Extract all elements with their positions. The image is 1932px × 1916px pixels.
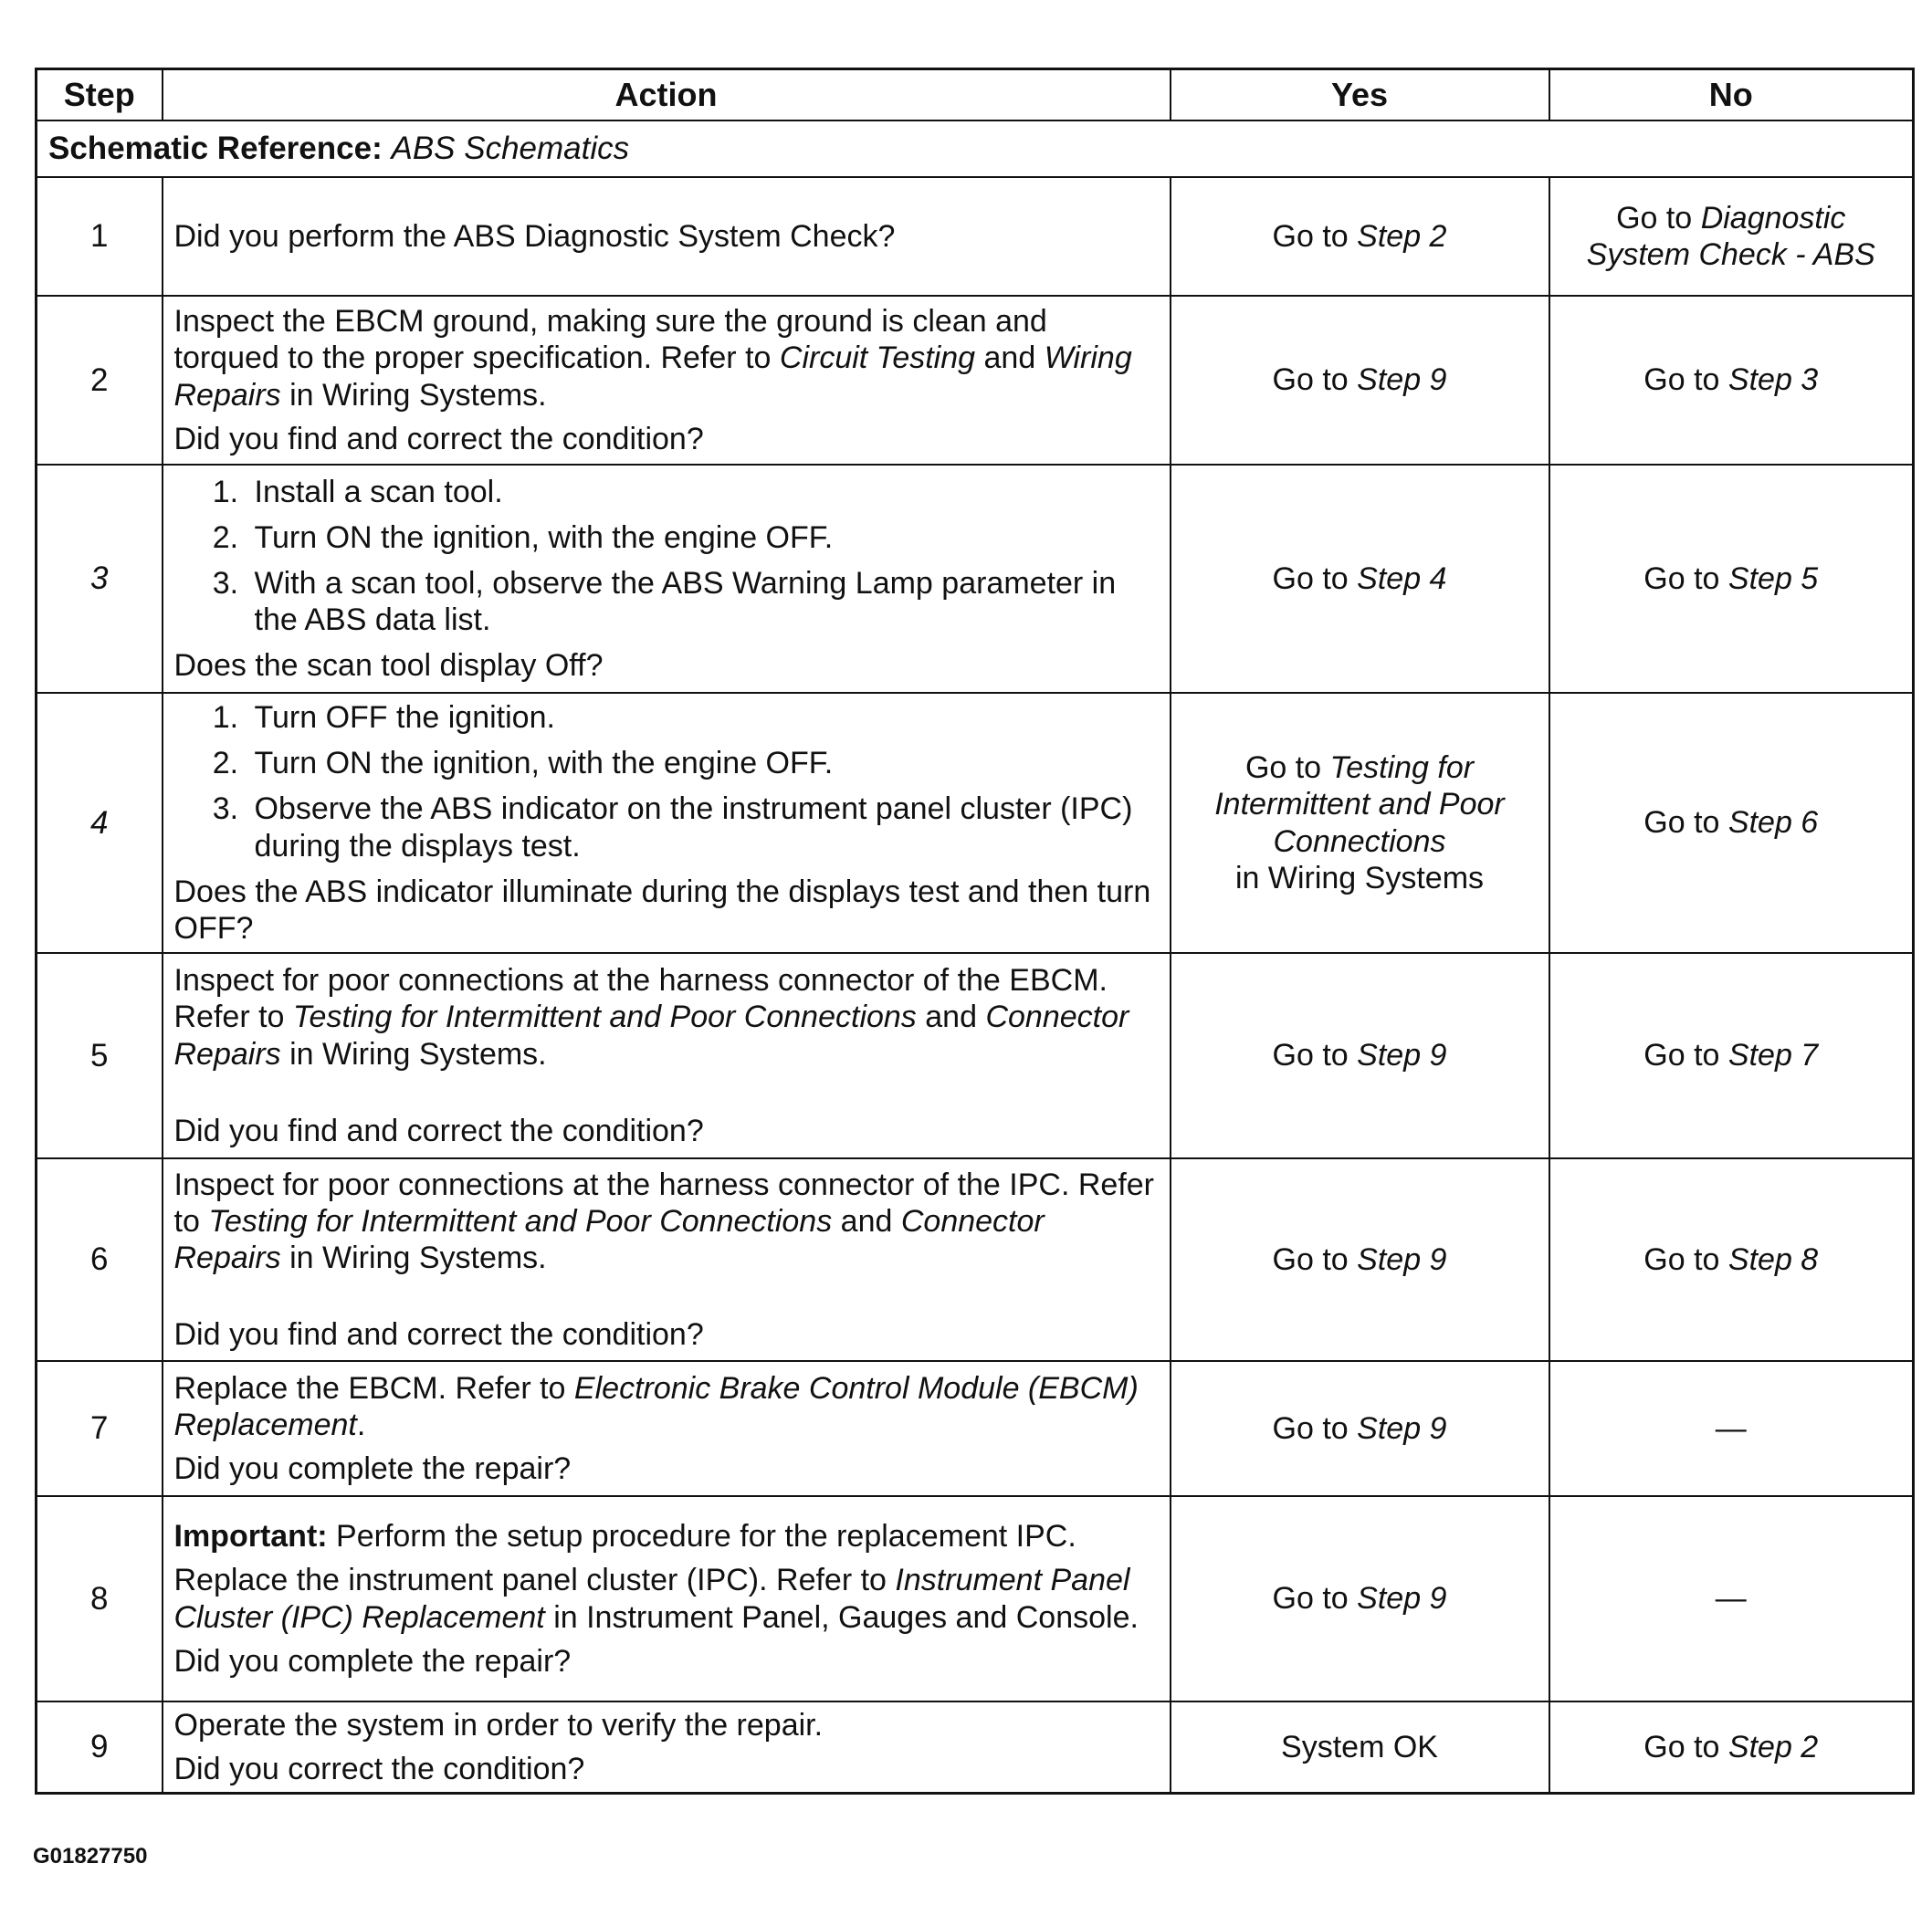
action-cell — [163, 1361, 1171, 1496]
no-link[interactable]: Diagnostic System Check - ABS — [1586, 200, 1875, 272]
no-cell — [1549, 1496, 1914, 1701]
no-link[interactable]: Step 8 — [1727, 1241, 1819, 1277]
table-row — [37, 465, 1914, 693]
step-number: 3 — [37, 465, 163, 693]
yes-text: System OK — [1281, 1729, 1438, 1764]
action-question: Did you find and correct the condition? — [173, 421, 704, 456]
action-cell — [163, 465, 1171, 693]
no-prefix: Go to — [1643, 805, 1720, 841]
important-label: Important: — [173, 1519, 328, 1555]
no-link[interactable]: Step 2 — [1727, 1729, 1819, 1764]
schematic-reference — [37, 120, 1914, 177]
no-link[interactable]: Step 3 — [1727, 362, 1819, 398]
yes-cell — [1171, 1361, 1549, 1496]
yes-link[interactable]: Testing for Intermittent and Poor Connections — [1214, 750, 1505, 859]
step-number: 7 — [37, 1361, 163, 1496]
schematic-reference-label: Schematic Reference: — [48, 131, 383, 167]
action-question: Did you find and correct the condition? — [173, 1113, 704, 1148]
yes-prefix: Go to — [1272, 1581, 1349, 1617]
no-prefix: Go to — [1616, 200, 1693, 236]
list-item: 2. Turn ON the ignition, with the engine OFF. — [247, 519, 1159, 556]
step-number: 4 — [37, 693, 163, 953]
step-number: 2 — [37, 296, 163, 465]
no-dash: — — [1715, 1410, 1747, 1446]
important-note — [174, 1518, 1159, 1555]
no-prefix: Go to — [1643, 362, 1720, 398]
no-prefix: Go to — [1643, 1038, 1720, 1073]
list-item: 3. With a scan tool, observe the ABS Warning Lamp parameter in the ABS data list. — [247, 565, 1159, 638]
table-row — [37, 953, 1914, 1158]
no-cell — [1549, 693, 1914, 953]
action-cell — [163, 296, 1171, 465]
yes-link[interactable]: Step 9 — [1357, 1581, 1447, 1617]
no-cell — [1549, 177, 1914, 296]
action-cell — [163, 1496, 1171, 1701]
list-item: 1. Turn OFF the ignition. — [247, 699, 1159, 736]
step-number: 9 — [37, 1701, 163, 1793]
yes-suffix: in Wiring Systems — [1234, 860, 1485, 895]
action-question: Did you perform the ABS Diagnostic System Check? — [173, 218, 896, 254]
header-row — [37, 69, 1914, 121]
yes-prefix: Go to — [1272, 362, 1349, 398]
step-number: 1 — [37, 177, 163, 296]
action-question: Did you find and correct the condition? — [173, 1317, 704, 1353]
reference-link[interactable]: Instrument Panel Cluster (IPC) Replacement — [173, 1563, 1130, 1635]
diagnostic-table — [35, 68, 1915, 1795]
header-step: Step — [37, 69, 163, 121]
yes-prefix: Go to — [1272, 1038, 1349, 1073]
step-number: 5 — [37, 953, 163, 1158]
reference-link[interactable]: Electronic Brake Control Module (EBCM) Replacement — [173, 1370, 1139, 1442]
no-link[interactable]: Step 7 — [1727, 1038, 1819, 1073]
action-text-part: in Wiring Systems. — [289, 377, 547, 413]
action-text-part: and — [840, 1203, 893, 1239]
header-action: Action — [163, 69, 1171, 121]
action-text — [174, 962, 1159, 1072]
list-item: 1. Install a scan tool. — [247, 474, 1159, 510]
action-list — [174, 474, 1159, 638]
action-question: Did you complete the repair? — [173, 1451, 572, 1487]
yes-link[interactable]: Step 9 — [1357, 1038, 1447, 1073]
header-no: No — [1549, 69, 1914, 121]
table-row — [37, 1496, 1914, 1701]
action-text-part: . — [356, 1407, 366, 1442]
spacer — [174, 1073, 1159, 1113]
yes-prefix: Go to — [1272, 1241, 1349, 1277]
yes-prefix: Go to — [1272, 1410, 1349, 1446]
action-text-part: and — [983, 340, 1036, 376]
action-question: Did you complete the repair? — [173, 1643, 572, 1679]
yes-cell — [1171, 953, 1549, 1158]
no-dash: — — [1715, 1581, 1747, 1617]
yes-cell — [1171, 465, 1549, 693]
no-prefix: Go to — [1643, 1729, 1720, 1764]
action-text-part: Inspect for poor connections at the harness connector of the IPC. Refer to — [173, 1167, 1154, 1239]
step-number: 6 — [37, 1158, 163, 1361]
no-link[interactable]: Step 6 — [1727, 805, 1819, 841]
action-text — [174, 1167, 1159, 1276]
yes-link[interactable]: Step 9 — [1357, 1410, 1447, 1446]
yes-cell — [1171, 693, 1549, 953]
table-row — [37, 1158, 1914, 1361]
yes-link[interactable]: Step 9 — [1357, 1241, 1447, 1277]
no-cell — [1549, 1701, 1914, 1793]
yes-prefix: Go to — [1272, 560, 1349, 596]
reference-link[interactable]: Testing for Intermittent and Poor Connections — [208, 1203, 833, 1239]
yes-cell — [1171, 1701, 1549, 1793]
table-row — [37, 1361, 1914, 1496]
header-yes: Yes — [1171, 69, 1549, 121]
no-prefix: Go to — [1643, 560, 1720, 596]
yes-link[interactable]: Step 4 — [1357, 560, 1447, 596]
action-question: Does the ABS indicator illuminate during the displays test and then turn OFF? — [173, 874, 1151, 946]
yes-cell — [1171, 296, 1549, 465]
yes-link[interactable]: Step 2 — [1357, 218, 1447, 254]
yes-cell — [1171, 1496, 1549, 1701]
schematic-reference-link[interactable]: ABS Schematics — [391, 131, 630, 167]
action-text-part: in Wiring Systems. — [289, 1036, 547, 1072]
yes-prefix: Go to — [1272, 218, 1349, 254]
action-cell — [163, 1701, 1171, 1793]
action-text-part: and — [925, 1000, 977, 1035]
action-text-part: Inspect for poor connections at the harness connector of the EBCM. Refer to — [173, 963, 1108, 1035]
important-text: Perform the setup procedure for the replacement IPC. — [336, 1519, 1076, 1555]
action-text-part: Replace the instrument panel cluster (IPC). Refer to — [173, 1563, 887, 1598]
reference-link[interactable]: Connector Repairs — [173, 1000, 1129, 1072]
no-cell — [1549, 465, 1914, 693]
action-list — [174, 699, 1159, 864]
table-row — [37, 177, 1914, 296]
no-cell — [1549, 296, 1914, 465]
schematic-reference-row — [37, 120, 1914, 177]
action-cell — [163, 693, 1171, 953]
action-question: Does the scan tool display Off? — [173, 648, 604, 684]
no-cell — [1549, 1361, 1914, 1496]
list-item: 2. Turn ON the ignition, with the engine OFF. — [247, 745, 1159, 781]
no-cell — [1549, 1158, 1914, 1361]
action-text — [174, 303, 1159, 413]
reference-link[interactable]: Connector Repairs — [173, 1203, 1045, 1275]
reference-link[interactable]: Wiring Repairs — [173, 340, 1132, 413]
no-link[interactable]: Step 5 — [1727, 560, 1819, 596]
yes-prefix: Go to — [1244, 750, 1322, 786]
table-row — [37, 1701, 1914, 1793]
spacer — [174, 1276, 1159, 1316]
yes-cell — [1171, 177, 1549, 296]
yes-cell — [1171, 1158, 1549, 1361]
action-cell — [163, 953, 1171, 1158]
action-text — [174, 1370, 1159, 1443]
step-number: 8 — [37, 1496, 163, 1701]
action-text: Operate the system in order to verify the repair. — [173, 1707, 824, 1743]
action-cell — [163, 177, 1171, 296]
action-text-part: Inspect the EBCM ground, making sure the ground is clean and torqued to the proper specification. Refer to — [173, 304, 1047, 376]
action-text-part: in Instrument Panel, Gauges and Console. — [553, 1599, 1139, 1635]
yes-link[interactable]: Step 9 — [1357, 362, 1447, 398]
table-row — [37, 693, 1914, 953]
action-question: Did you correct the condition? — [173, 1751, 585, 1786]
reference-link[interactable]: Circuit Testing — [779, 340, 976, 376]
action-text-part: Replace the EBCM. Refer to — [173, 1370, 566, 1406]
no-cell — [1549, 953, 1914, 1158]
no-prefix: Go to — [1643, 1241, 1720, 1277]
table-row — [37, 296, 1914, 465]
action-cell — [163, 1158, 1171, 1361]
action-text-part: in Wiring Systems. — [289, 1241, 547, 1275]
list-item: 3. Observe the ABS indicator on the instrument panel cluster (IPC) during the displays test. — [247, 790, 1159, 864]
action-text — [174, 1562, 1159, 1635]
document-code: G01827750 — [33, 1844, 148, 1869]
reference-link[interactable]: Testing for Intermittent and Poor Connections — [292, 1000, 917, 1035]
